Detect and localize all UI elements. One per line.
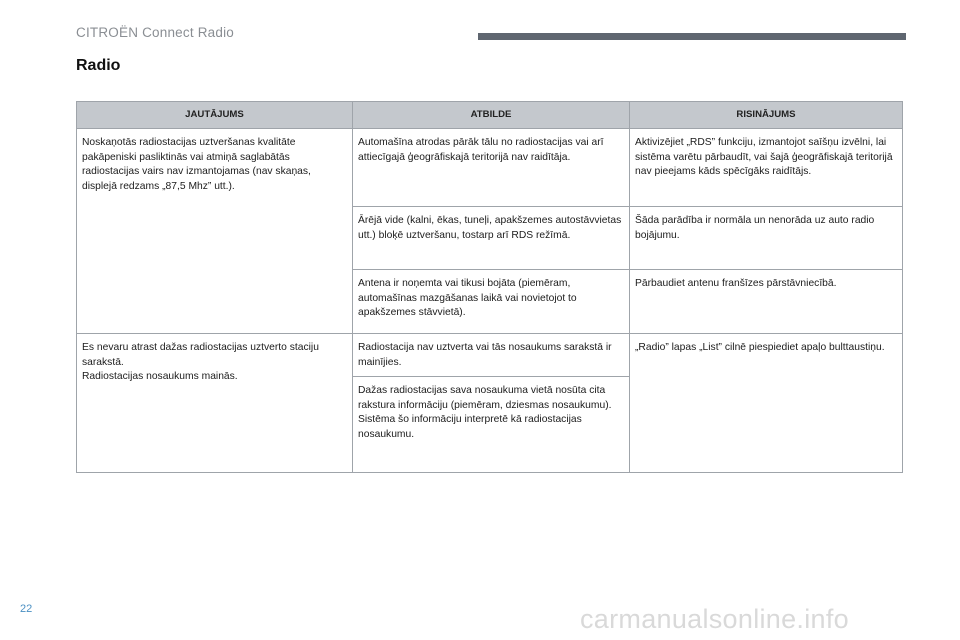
table-row (77, 129, 903, 207)
answer-cell: Dažas radiostacijas sava nosaukuma vietā nosūta cita rakstura informāciju (piemēram, dziesmas nosaukumu). Sistēma šo informāciju interpretē kā radiostacijas nosaukumu. (353, 377, 630, 473)
column-header-question: JAUTĀJUMS (77, 102, 353, 129)
solution-cell: „Radio” lapas „List” cilnē piespiediet apaļo bulttaustiņu. (630, 334, 903, 473)
column-header-answer: ATBILDE (353, 102, 630, 129)
answer-cell: Antena ir noņemta vai tikusi bojāta (piemēram, automašīnas mazgāšanas laikā vai novietojot to apakšzemes stāvvietā). (353, 270, 630, 334)
table-header-row (77, 102, 903, 129)
solution-cell: Pārbaudiet antenu franšīzes pārstāvniecībā. (630, 270, 903, 334)
solution-cell: Šāda parādība ir normāla un nenorāda uz auto radio bojājumu. (630, 207, 903, 270)
section-title: Radio (76, 57, 121, 74)
manual-title: CITROËN Connect Radio (76, 25, 235, 40)
question-cell: Noskaņotās radiostacijas uztveršanas kvalitāte pakāpeniski pasliktinās vai atmiņā saglabātās radiostacijas vairs nav izmantojamas (nav skaņas, displejā redzams „87,5 Mhz” utt.). (77, 129, 353, 334)
header-bar (478, 33, 906, 40)
column-header-solution: RISINĀJUMS (630, 102, 903, 129)
answer-cell: Radiostacija nav uztverta vai tās nosaukums sarakstā ir mainījies. (353, 334, 630, 377)
table-row (77, 334, 903, 377)
answer-cell: Automašīna atrodas pārāk tālu no radiostacijas vai arī attiecīgajā ģeogrāfiskajā teritorijā nav raidītāja. (353, 129, 630, 207)
troubleshooting-table (76, 101, 903, 473)
watermark: carmanualsonline.info (580, 604, 849, 634)
answer-cell: Ārējā vide (kalni, ēkas, tuneļi, apakšzemes autostāvvietas utt.) bloķē uztveršanu, tostarp arī RDS režīmā. (353, 207, 630, 270)
page-number: 22 (20, 603, 33, 615)
solution-cell: Aktivizējiet „RDS” funkciju, izmantojot saīšņu izvēlni, lai sistēma varētu pārbaudīt, vai šajā ģeogrāfiskajā teritorijā nav pieejams kāds spēcīgāks raidītājs. (630, 129, 903, 207)
question-cell: Es nevaru atrast dažas radiostacijas uztverto staciju sarakstā. Radiostacijas nosaukums mainās. (77, 334, 353, 473)
